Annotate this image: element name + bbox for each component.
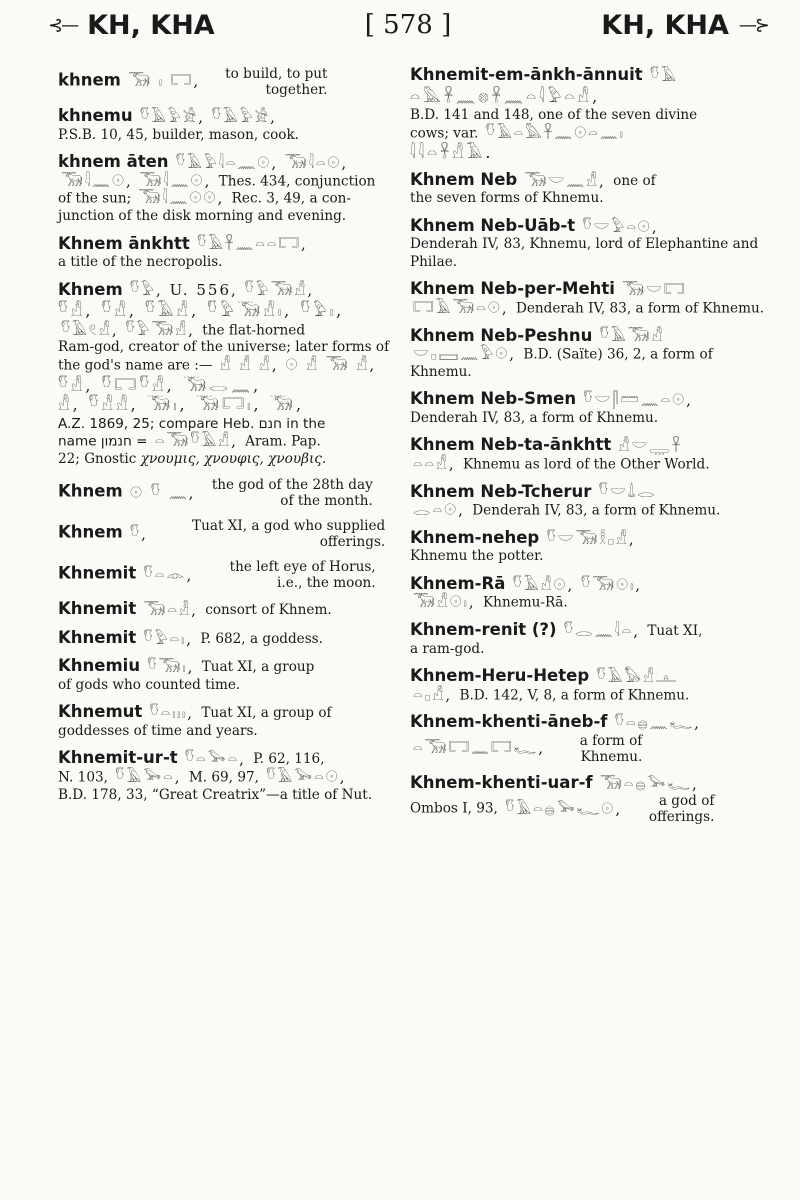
entry: [58, 153, 420, 226]
entry: [58, 235, 420, 272]
headword: Khnem Neb-ta-ānkhtt: [410, 435, 612, 455]
headword: khnem āten: [58, 152, 169, 171]
definition: Khnemu-Rā.: [483, 594, 568, 611]
definition: a god of offerings.: [648, 793, 715, 826]
right-column: [410, 66, 772, 834]
entry: [58, 107, 420, 144]
hieroglyphs: 𓎸𓀭, 𓎸𓉐𓎸𓀭, 𓃝𓂋𓈖,: [58, 375, 262, 395]
hieroglyphs: 𓀭, 𓎸𓀭𓀭, 𓃝𓏤, 𓃝𓉐𓏤, 𓃝,: [58, 395, 305, 414]
headword: Khnemut: [58, 702, 143, 722]
entry: [58, 749, 420, 804]
headword: Khnemit-ur-t: [58, 748, 178, 768]
left-column: [58, 66, 420, 813]
headword: Khnem Neb: [410, 169, 518, 189]
page-number: [ 578 ]: [364, 10, 452, 40]
definition: Aram. Pap.: [245, 433, 321, 450]
hieroglyphs: 𓎸𓅱, U. 556, 𓎸𓅱𓃝𓀭,: [130, 281, 315, 300]
headword: Khnem: [58, 522, 123, 542]
headword: khnemu: [58, 106, 133, 125]
headword: Khnem-Rā: [410, 573, 506, 593]
hieroglyphs: 𓏏𓃝𓉐𓈖𓉐𓆑,: [413, 739, 545, 757]
entry: [410, 667, 772, 704]
definition: P. 682, a goddess.: [200, 630, 323, 647]
definition: Denderah IV, 83, a form of Khnemu.: [410, 409, 659, 426]
hieroglyphs: 𓃝𓏏𓐍𓅨𓆑,: [599, 774, 699, 793]
header-left-ornament-icon: ⊰—: [48, 14, 78, 36]
definition: the seven forms of Khnemu.: [410, 190, 604, 207]
hieroglyphs: 𓇋𓇋𓏏𓋹𓀭𓄿.: [410, 143, 494, 163]
headword: Khnemiu: [58, 656, 141, 676]
headword: Khnem-khenti-āneb-f: [410, 712, 608, 732]
hieroglyphs: 𓎸𓄿𓅃𓀭𓊵: [596, 667, 679, 686]
entry: [410, 217, 772, 272]
hieroglyphs: 𓃝𓎟𓉐: [622, 281, 687, 299]
hieroglyphs: 𓇳 𓎸 𓈖,: [130, 483, 196, 502]
hieroglyphs: 𓎸𓎟𓍑𓂋: [598, 483, 657, 502]
hieroglyphs: 𓏏𓅓𓋹𓈖𓊖𓋹𓈖𓏏𓇋𓅱𓏏𓀭,: [410, 86, 601, 106]
headword: Khnem ānkhtt: [58, 233, 190, 253]
definition: Tuat XI,: [647, 623, 703, 639]
header-left-title: KH, KHA: [87, 9, 215, 41]
entry: [410, 774, 772, 826]
hieroglyphs: 𓎸𓀭, 𓎸𓀭, 𓎸𓄿𓀭, 𓎸𓅱𓃝𓀭𓏤, 𓎸𓅱𓏤,: [58, 301, 345, 320]
entry: [58, 518, 420, 550]
hieroglyphs: 𓉐𓄿𓃝𓏏𓇳,: [413, 298, 509, 317]
headword: Khnemit: [58, 563, 137, 583]
headword: Khnem: [58, 279, 123, 299]
headword: Khnemit: [58, 599, 137, 619]
hieroglyphs: 𓎸𓄿𓅱𓀀, 𓎸𓄿𓅱𓀀,: [139, 107, 277, 126]
hieroglyphs: 𓎸𓄿𓏲𓀭, 𓎸𓅱𓃝𓀭,: [61, 320, 195, 339]
headword: Khnemit-em-ānkh-ānnuit: [410, 65, 643, 84]
definition: name חנמון =: [58, 433, 148, 450]
headword: Khnem Neb-Smen: [410, 389, 577, 409]
hieroglyphs: 𓎸𓎟𓃝𓎛𓊪𓀭,: [546, 529, 636, 548]
hieroglyphs: 𓃝𓀭𓇳𓏤,: [413, 593, 476, 612]
definition: Ombos I, 93,: [410, 800, 498, 817]
definition: the god of the 28th day of the month.: [211, 477, 373, 510]
hieroglyphs: 𓎸𓄿𓏏𓐍𓅨𓆑𓇳,: [505, 799, 623, 818]
hieroglyphs: 𓏏𓊪𓀭,: [413, 685, 453, 704]
definition: Tuat XI, a god who supplied offerings.: [192, 518, 386, 551]
hieroglyphs: 𓀭 𓀭 𓀭, 𓇳 𓀭 𓃝 𓀭,: [219, 355, 377, 374]
definition: one of: [613, 172, 656, 189]
entry: [410, 713, 772, 765]
entry: [58, 657, 420, 694]
headword: Khnem Neb-Tcherur: [410, 481, 592, 501]
hieroglyphs: 𓎸𓏏𓅨𓏏,: [185, 750, 246, 768]
entry: [58, 703, 420, 740]
entry: [58, 559, 420, 591]
definition: a form of Khnemu.: [579, 732, 643, 765]
definition: a ram-god.: [410, 640, 485, 657]
definition: B.D. (Saïte) 36, 2, a form of Khnemu.: [410, 346, 713, 380]
entry: [410, 436, 772, 473]
headword: khnem: [58, 70, 121, 90]
hieroglyphs: 𓎸𓏏𓁹,: [143, 565, 194, 584]
hieroglyphs: 𓏏𓏏𓀭,: [413, 454, 456, 473]
entry: [410, 171, 772, 208]
hieroglyphs: 𓎸𓄿𓏏𓅓𓋹𓈖𓇳𓏏𓈖𓏤: [485, 123, 625, 142]
entry: [58, 477, 420, 509]
entry: [410, 483, 772, 520]
hieroglyphs: 𓎸𓄿𓅱𓇋𓏏𓈖𓇳, 𓃝𓇋𓏏𓇳,: [175, 153, 349, 172]
definition: Denderah IV, 83, a form of Khnemu.: [472, 502, 721, 519]
entry: [58, 66, 420, 98]
headword: Khnem: [58, 481, 123, 501]
headword: Khnem-nehep: [410, 527, 540, 547]
hieroglyphs: 𓎸𓎟𓅱𓏏𓇳,: [582, 217, 659, 236]
definition: a title of the necropolis.: [58, 254, 223, 270]
entry: [410, 280, 772, 317]
hieroglyphs: 𓎸𓄿𓃝𓀭: [599, 327, 665, 346]
headword: Khnem Neb-per-Mehti: [410, 279, 615, 299]
definition: P.S.B. 10, 45, builder, mason, cook.: [58, 126, 300, 143]
entry: [58, 281, 420, 469]
hieroglyphs: 𓃝𓎟𓈖𓀭,: [524, 171, 606, 190]
entry: [410, 621, 772, 658]
definition: of gods who counted time.: [58, 676, 241, 693]
hieroglyphs: 𓎸,: [130, 524, 148, 543]
headword: Khnem Neb-Peshnu: [410, 325, 593, 345]
definition: Khnemu as lord of the Other World.: [462, 456, 710, 472]
entry: [58, 629, 420, 649]
hieroglyphs: 𓂋𓏏𓇳,: [413, 501, 465, 519]
hieroglyphs: 𓎸𓃝𓏤,: [147, 658, 195, 676]
hieroglyphs: 𓏏𓃝𓎸𓄿𓀭,: [154, 432, 238, 450]
hieroglyphs: 𓎸𓅱𓏏𓏤,: [143, 629, 193, 648]
hieroglyphs: 𓃝𓇋𓈖𓇳, 𓃝𓇋𓈖𓇳,: [61, 171, 212, 190]
entry: [410, 66, 772, 162]
hieroglyphs: 𓎸𓄿𓀭𓇳, 𓎸𓃝𓇳𓏤,: [512, 575, 643, 594]
headword: Khnem-renit (?): [410, 620, 557, 639]
definition: A.Z. 1869, 25; compare Heb. חנם in the: [58, 415, 326, 432]
definition: the flat-horned: [202, 321, 306, 338]
greek-forms: χνουμις, χνουφις, χνουβις.: [140, 450, 327, 467]
hieroglyphs: 𓎸𓏏𓏥,: [149, 704, 194, 722]
definition: M. 69, 97,: [188, 769, 259, 785]
hieroglyphs: 𓎸𓂋𓈖𓇋𓏏,: [563, 621, 641, 640]
definition: Denderah IV, 83, Khnemu, lord of Elephantine and Philae.: [410, 236, 759, 270]
definition: B.D. 141 and 148, one of the seven divine: [410, 107, 698, 123]
headword: Khnemit: [58, 627, 137, 647]
definition: of the sun;: [58, 190, 132, 207]
entry: [410, 390, 772, 427]
headword: Khnem Neb-Uāb-t: [410, 215, 576, 235]
definition: the left eye of Horus, i.e., the moon.: [229, 559, 376, 592]
definition: cows; var.: [410, 124, 479, 141]
headword: Khnem-khenti-uar-f: [410, 772, 593, 792]
header-right-ornament-icon: —⊱: [738, 14, 768, 36]
entry: [410, 327, 772, 382]
hieroglyphs: 𓎸𓏏𓐍𓈖𓆑,: [614, 714, 701, 732]
definition: B.D. 142, V, 8, a form of Khnemu.: [459, 686, 690, 703]
definition: junction of the disk morning and evening.: [58, 208, 347, 224]
definition: Thes. 434, conjunction: [218, 172, 376, 189]
definition: Ram-god, creator of the universe; later forms of: [58, 339, 390, 356]
entry: [410, 575, 772, 612]
definition: Khnemu the potter.: [410, 548, 544, 565]
definition: Denderah IV, 83, a form of Khnemu.: [515, 300, 765, 316]
definition: Rec. 3, 49, a con-: [231, 190, 352, 207]
hieroglyphs: 𓎸𓎟𓋴𓏠𓈖𓏏𓇳,: [583, 391, 693, 409]
entry: [58, 600, 420, 620]
definition: consort of Khnem.: [205, 602, 332, 619]
definition: Tuat XI, a group: [201, 659, 315, 676]
definition: 22; Gnostic: [58, 450, 137, 467]
hieroglyphs: 𓎸𓄿𓋹𓈖𓏏𓏏𓉐,: [197, 235, 308, 254]
page-header: [48, 6, 768, 44]
definition: P. 62, 116,: [253, 751, 325, 768]
hieroglyphs: 𓎟𓊪𓈙𓈖𓅱𓇳,: [413, 345, 517, 363]
hieroglyphs: 𓀭𓎟𓇾𓋹: [618, 437, 683, 455]
hieroglyphs: 𓃝𓏏𓁐,: [143, 601, 198, 619]
hieroglyphs: 𓃝 𓏤 𓉐,: [128, 72, 201, 91]
header-right-title: KH, KHA: [601, 9, 729, 41]
definition: B.D. 178, 33, “Great Creatrix”—a title of Nut.: [58, 786, 373, 803]
definition: goddesses of time and years.: [58, 722, 258, 739]
hieroglyphs: 𓃝𓇋𓈖𓇳𓇳,: [138, 189, 225, 208]
headword: Khnem-Heru-Hetep: [410, 666, 590, 685]
definition: Tuat XI, a group of: [201, 705, 332, 722]
definition: to build, to put together.: [225, 66, 328, 98]
hieroglyphs: 𓎸𓄿: [649, 66, 678, 85]
definition: the god's name are :—: [58, 357, 213, 373]
hieroglyphs: 𓎸𓄿𓅨𓏏,: [115, 767, 182, 786]
definition: N. 103,: [58, 769, 108, 785]
entry: [410, 529, 772, 566]
hieroglyphs: 𓎸𓄿𓅨𓏏𓇳,: [266, 767, 347, 786]
